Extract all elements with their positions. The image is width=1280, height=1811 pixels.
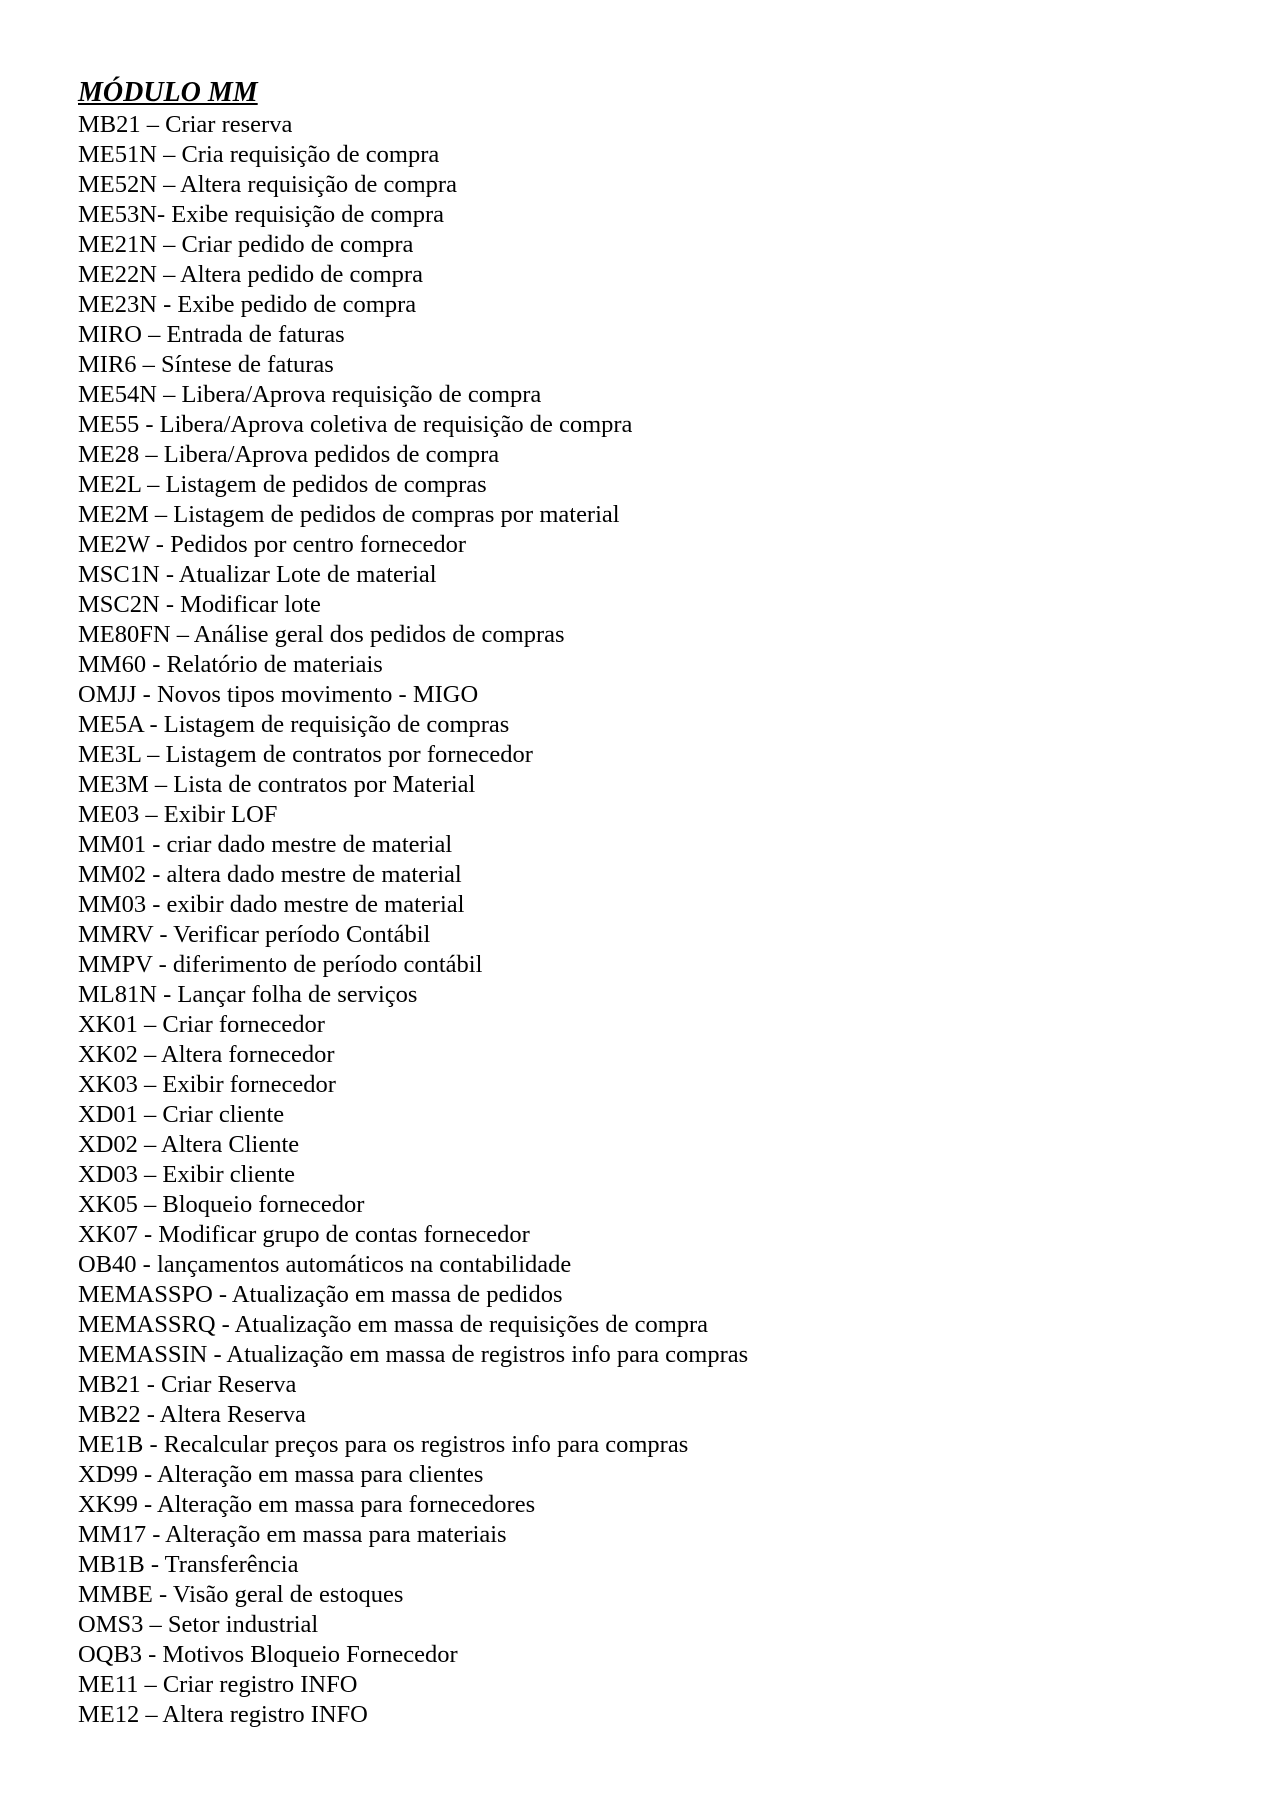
list-item: OB40 - lançamentos automáticos na contabilidade bbox=[78, 1251, 572, 1278]
list-item: ME03 – Exibir LOF bbox=[78, 801, 278, 828]
list-item: OQB3 - Motivos Bloqueio Fornecedor bbox=[78, 1641, 458, 1668]
list-item: MM03 - exibir dado mestre de material bbox=[78, 891, 465, 918]
list-item: OMJJ - Novos tipos movimento - MIGO bbox=[78, 681, 479, 708]
document-title: MÓDULO MM bbox=[78, 77, 258, 108]
list-item: ME55 - Libera/Aprova coletiva de requisição de compra bbox=[78, 411, 633, 438]
list-item: ME28 – Libera/Aprova pedidos de compra bbox=[78, 441, 500, 468]
list-item: XK02 – Altera fornecedor bbox=[78, 1041, 335, 1068]
list-item: MMBE - Visão geral de estoques bbox=[78, 1581, 404, 1608]
list-item: MIR6 – Síntese de faturas bbox=[78, 351, 334, 378]
list-item: XD03 – Exibir cliente bbox=[78, 1161, 296, 1188]
list-item: ME2M – Listagem de pedidos de compras por material bbox=[78, 501, 620, 528]
list-item: XK99 - Alteração em massa para fornecedores bbox=[78, 1491, 536, 1518]
list-item: XD02 – Altera Cliente bbox=[78, 1131, 300, 1158]
list-item: MM60 - Relatório de materiais bbox=[78, 651, 383, 678]
list-item: MSC2N - Modificar lote bbox=[78, 591, 321, 618]
list-item: MMPV - diferimento de período contábil bbox=[78, 951, 483, 978]
list-item: ME2L – Listagem de pedidos de compras bbox=[78, 471, 487, 498]
list-item: XK01 – Criar fornecedor bbox=[78, 1011, 325, 1038]
list-item: ME1B - Recalcular preços para os registros info para compras bbox=[78, 1431, 689, 1458]
list-item: ME21N – Criar pedido de compra bbox=[78, 231, 414, 258]
list-item: OMS3 – Setor industrial bbox=[78, 1611, 319, 1638]
list-item: ME53N- Exibe requisição de compra bbox=[78, 201, 445, 228]
list-item: ME22N – Altera pedido de compra bbox=[78, 261, 423, 288]
list-item: XK05 – Bloqueio fornecedor bbox=[78, 1191, 365, 1218]
list-item: MB21 – Criar reserva bbox=[78, 111, 293, 138]
list-item: MIRO – Entrada de faturas bbox=[78, 321, 345, 348]
list-item: MM01 - criar dado mestre de material bbox=[78, 831, 453, 858]
list-item: ME11 – Criar registro INFO bbox=[78, 1671, 358, 1698]
list-item: ME12 – Altera registro INFO bbox=[78, 1701, 368, 1728]
list-item: ME5A - Listagem de requisição de compras bbox=[78, 711, 510, 738]
list-item: ME23N - Exibe pedido de compra bbox=[78, 291, 417, 318]
document-body bbox=[78, 76, 1198, 1730]
list-item: MM17 - Alteração em massa para materiais bbox=[78, 1521, 507, 1548]
list-item: ME3M – Lista de contratos por Material bbox=[78, 771, 476, 798]
list-item: MEMASSRQ - Atualização em massa de requisições de compra bbox=[78, 1311, 709, 1338]
list-item: MEMASSPO - Atualização em massa de pedidos bbox=[78, 1281, 563, 1308]
transaction-list bbox=[78, 110, 1198, 1730]
list-item: MMRV - Verificar período Contábil bbox=[78, 921, 431, 948]
list-item: XK03 – Exibir fornecedor bbox=[78, 1071, 336, 1098]
list-item: MB22 - Altera Reserva bbox=[78, 1401, 306, 1428]
list-item: ME51N – Cria requisição de compra bbox=[78, 141, 440, 168]
list-item: XD01 – Criar cliente bbox=[78, 1101, 285, 1128]
list-item: ME54N – Libera/Aprova requisição de compra bbox=[78, 381, 542, 408]
list-item: MB21 - Criar Reserva bbox=[78, 1371, 297, 1398]
list-item: MEMASSIN - Atualização em massa de registros info para compras bbox=[78, 1341, 749, 1368]
list-item: MM02 - altera dado mestre de material bbox=[78, 861, 462, 888]
list-item: XK07 - Modificar grupo de contas fornecedor bbox=[78, 1221, 530, 1248]
list-item: ME2W - Pedidos por centro fornecedor bbox=[78, 531, 467, 558]
list-item: MSC1N - Atualizar Lote de material bbox=[78, 561, 437, 588]
list-item: ME3L – Listagem de contratos por fornecedor bbox=[78, 741, 533, 768]
list-item: ML81N - Lançar folha de serviços bbox=[78, 981, 418, 1008]
list-item: ME52N – Altera requisição de compra bbox=[78, 171, 457, 198]
list-item: MB1B - Transferência bbox=[78, 1551, 299, 1578]
list-item: XD99 - Alteração em massa para clientes bbox=[78, 1461, 484, 1488]
list-item: ME80FN – Análise geral dos pedidos de compras bbox=[78, 621, 565, 648]
